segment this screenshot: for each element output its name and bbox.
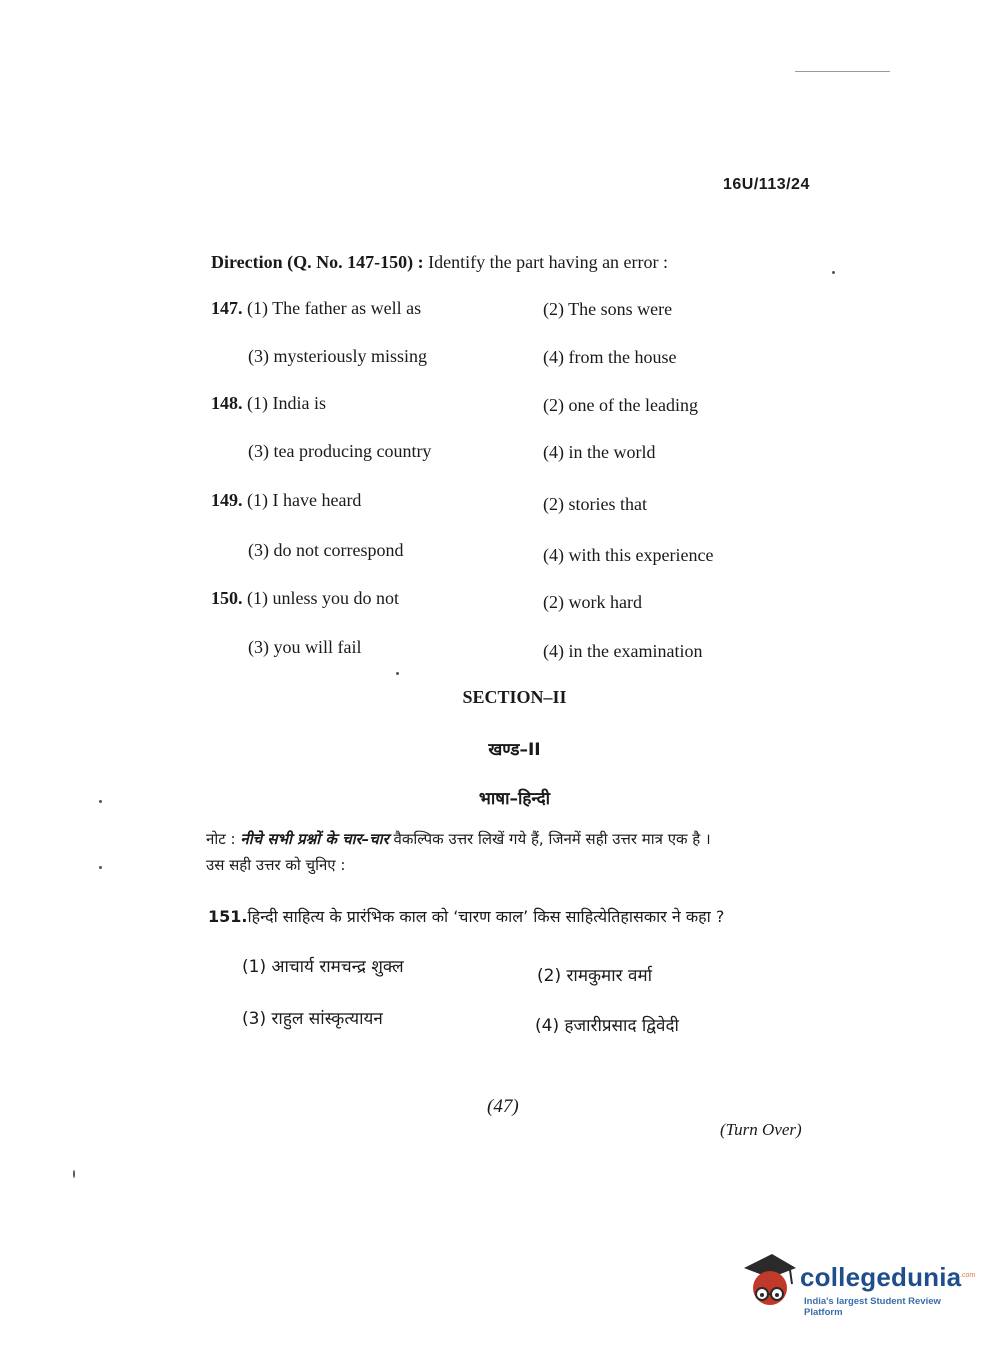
instructions-note: [206, 826, 836, 878]
logo-tagline: India's largest Student Review Platform: [804, 1296, 941, 1318]
question-text: हिन्दी साहित्य के प्रारंभिक काल को ‘चारण काल’ किस साहित्येतिहासकार ने कहा ?: [247, 907, 725, 926]
question-151-option-2: (2) रामकुमार वर्मा: [537, 966, 653, 986]
question-149-option-2: (2) stories that: [543, 494, 647, 514]
option-text: (1) India is: [247, 393, 326, 413]
question-148-option-4: (4) in the world: [543, 442, 656, 462]
note-emphasis: नीचे सभी प्रश्नों के चार–चार: [240, 830, 389, 848]
section-hindi-title: खण्ड–II: [488, 740, 541, 760]
question-150-option-4: (4) in the examination: [543, 641, 703, 661]
question-149-option-3: (3) do not correspond: [248, 540, 404, 560]
question-150-option-1: [211, 588, 399, 609]
option-text: (1) I have heard: [247, 490, 362, 510]
header-rule: [795, 71, 890, 72]
question-number: 151.: [208, 907, 248, 926]
question-148-option-1: [211, 393, 326, 414]
logo-name: collegedunia: [800, 1262, 962, 1292]
question-149-option-4: (4) with this experience: [543, 545, 714, 565]
question-149-option-1: [211, 490, 361, 511]
question-148-option-2: (2) one of the leading: [543, 395, 698, 415]
paper-code: 16U/113/24: [723, 176, 810, 193]
scan-speck: [99, 800, 102, 803]
collegedunia-logo: [742, 1250, 976, 1318]
question-150-option-3: (3) you will fail: [248, 637, 362, 657]
question-147-option-1: [211, 298, 421, 319]
question-number: 147.: [211, 298, 243, 318]
question-151-option-4: (4) हजारीप्रसाद द्विवेदी: [535, 1016, 679, 1036]
question-number: 150.: [211, 588, 243, 608]
section-title: SECTION–II: [462, 687, 567, 707]
option-text: (1) The father as well as: [247, 298, 422, 318]
question-147-option-4: (4) from the house: [543, 347, 677, 367]
direction-line: [211, 252, 668, 273]
question-number: 148.: [211, 393, 243, 413]
note-line-2: उस सही उत्तर को चुनिए :: [206, 856, 346, 874]
turn-over: (Turn Over): [720, 1120, 802, 1139]
question-number: 149.: [211, 490, 243, 510]
page-number: (47): [487, 1096, 519, 1117]
logo-dotcom: .com: [960, 1272, 976, 1279]
note-label: नोट :: [206, 830, 236, 848]
scan-speck: [832, 271, 835, 274]
question-151: [208, 905, 724, 927]
question-151-option-1: (1) आचार्य रामचन्द्र शुक्ल: [242, 957, 404, 977]
question-147-option-2: (2) The sons were: [543, 299, 673, 319]
question-151-option-3: (3) राहुल सांस्कृत्यायन: [242, 1009, 383, 1029]
note-text: वैकल्पिक उत्तर लिखें गये हैं, जिनमें सही उत्तर मात्र एक है ।: [388, 830, 711, 848]
question-148-option-3: (3) tea producing country: [248, 441, 432, 461]
direction-text: Identify the part having an error :: [423, 252, 669, 272]
direction-label: Direction (Q. No. 147-150) :: [211, 252, 424, 272]
scan-speck: [99, 866, 102, 869]
subject-title: भाषा–हिन्दी: [478, 789, 551, 809]
question-150-option-2: (2) work hard: [543, 592, 642, 612]
question-147-option-3: (3) mysteriously missing: [248, 346, 427, 366]
scan-speck: [396, 672, 399, 675]
scan-speck: [73, 1170, 75, 1178]
option-text: (1) unless you do not: [247, 588, 399, 608]
logo-mascot-icon: [742, 1250, 798, 1314]
